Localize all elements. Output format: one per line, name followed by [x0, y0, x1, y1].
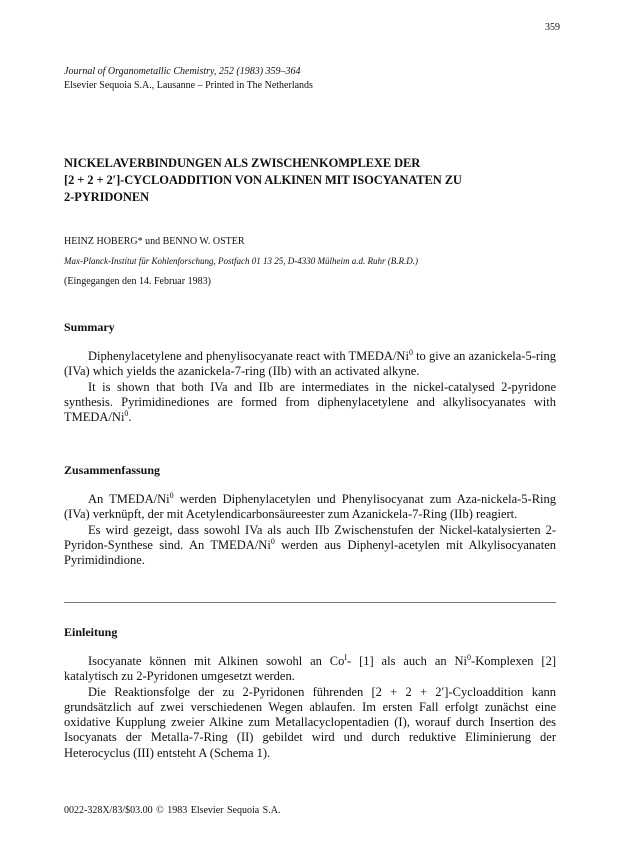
copyright-footer: 0022-328X/83/$03.00 © 1983 Elsevier Sequoia S.A. [64, 805, 281, 816]
einleitung-body [64, 654, 556, 761]
einleitung-paragraph-1: Isocyanate können mit Alkinen sowohl an $Co^I-$ [1] als auch an Ni$^0$-Komplexen [2] katalytisch zu 2-Pyridonen umgesetzt werden. [64, 652, 556, 684]
authors: HEINZ HOBERG* und BENNO W. OSTER [64, 236, 245, 247]
affiliation: Max-Planck-Institut für Kohlenforschung, Postfach 01 13 25, D-4330 Mülheim a.d. Ruhr (B.R.D.) [64, 256, 418, 266]
einleitung-heading: Einleitung [64, 625, 118, 639]
summary-heading: Summary [64, 320, 115, 334]
page-number: 359 [545, 22, 560, 33]
journal-header [64, 65, 544, 93]
zusammenfassung-paragraph-1: An TMEDA/Ni$^0$ werden Diphenylacetylen und Phenylisocyanat zum Aza-nickela-5-Ring (IVa) verknüpft, der mit Acetylendicarbonsäureester zum Azanickela-7-Ring (IIb) reagiert. [64, 490, 557, 522]
zusammenfassung-heading: Zusammenfassung [64, 463, 161, 477]
journal-citation: Journal of Organometallic Chemistry, 252 (1983) 359–364 [64, 66, 301, 77]
zusammenfassung-body [64, 492, 556, 568]
title-line-1: NICKELAVERBINDUNGEN ALS ZWISCHENKOMPLEXE DER [64, 156, 421, 170]
zusammenfassung-paragraph-2: Es wird gezeigt, dass sowohl IVa als auch IIb Zwischenstufen der Nickel-katalysierten 2-Pyridon-Synthese sind. An TMEDA/Ni$^0$ werden aus Diphenyl-acetylen mit Alkylisocyanaten Pyrimidindione. [64, 522, 557, 568]
einleitung-paragraph-2: Die Reaktionsfolge der zu 2-Pyridonen führenden [2 + 2 + 2′]-Cycloaddition kann grundsätzlich auf zwei verschiedenen Wegen ablaufen. Im ersten Fall erfolgt zunächst eine oxidative Kupplung zweier Alkine zum Metallacyclopentadien (I), worauf durch Insertion des Isocyanats der Metalla-7-Ring (II) gebildet wird und durch reduktive Eliminierung der Heterocyclus (III) entsteht A (Schema 1). [64, 684, 556, 760]
summary-paragraph-1: Diphenylacetylene and phenylisocyanate react with TMEDA/Ni$^0$ to give an azanickela-5-ring (IVa) which yields the azanickela-7-ring (IIb) with an activated alkyne. [64, 347, 556, 379]
summary-body [64, 349, 556, 425]
summary-paragraph-2: It is shown that both IVa and IIb are intermediates in the nickel-catalysed 2-pyridone synthesis. Pyrimidinediones are formed from diphenylacetylene and alkylisocyanates with TMEDA/Ni$^0$. [64, 379, 556, 425]
received-date: (Eingegangen den 14. Februar 1983) [64, 276, 211, 287]
title-line-3: 2-PYRIDONEN [64, 190, 150, 204]
article-title [64, 155, 554, 206]
section-divider [64, 602, 556, 603]
title-line-2: [2 + 2 + 2′]-CYCLOADDITION VON ALKINEN MIT ISOCYANATEN ZU [64, 173, 462, 187]
publisher-line: Elsevier Sequoia S.A., Lausanne – Printed in The Netherlands [64, 80, 313, 91]
